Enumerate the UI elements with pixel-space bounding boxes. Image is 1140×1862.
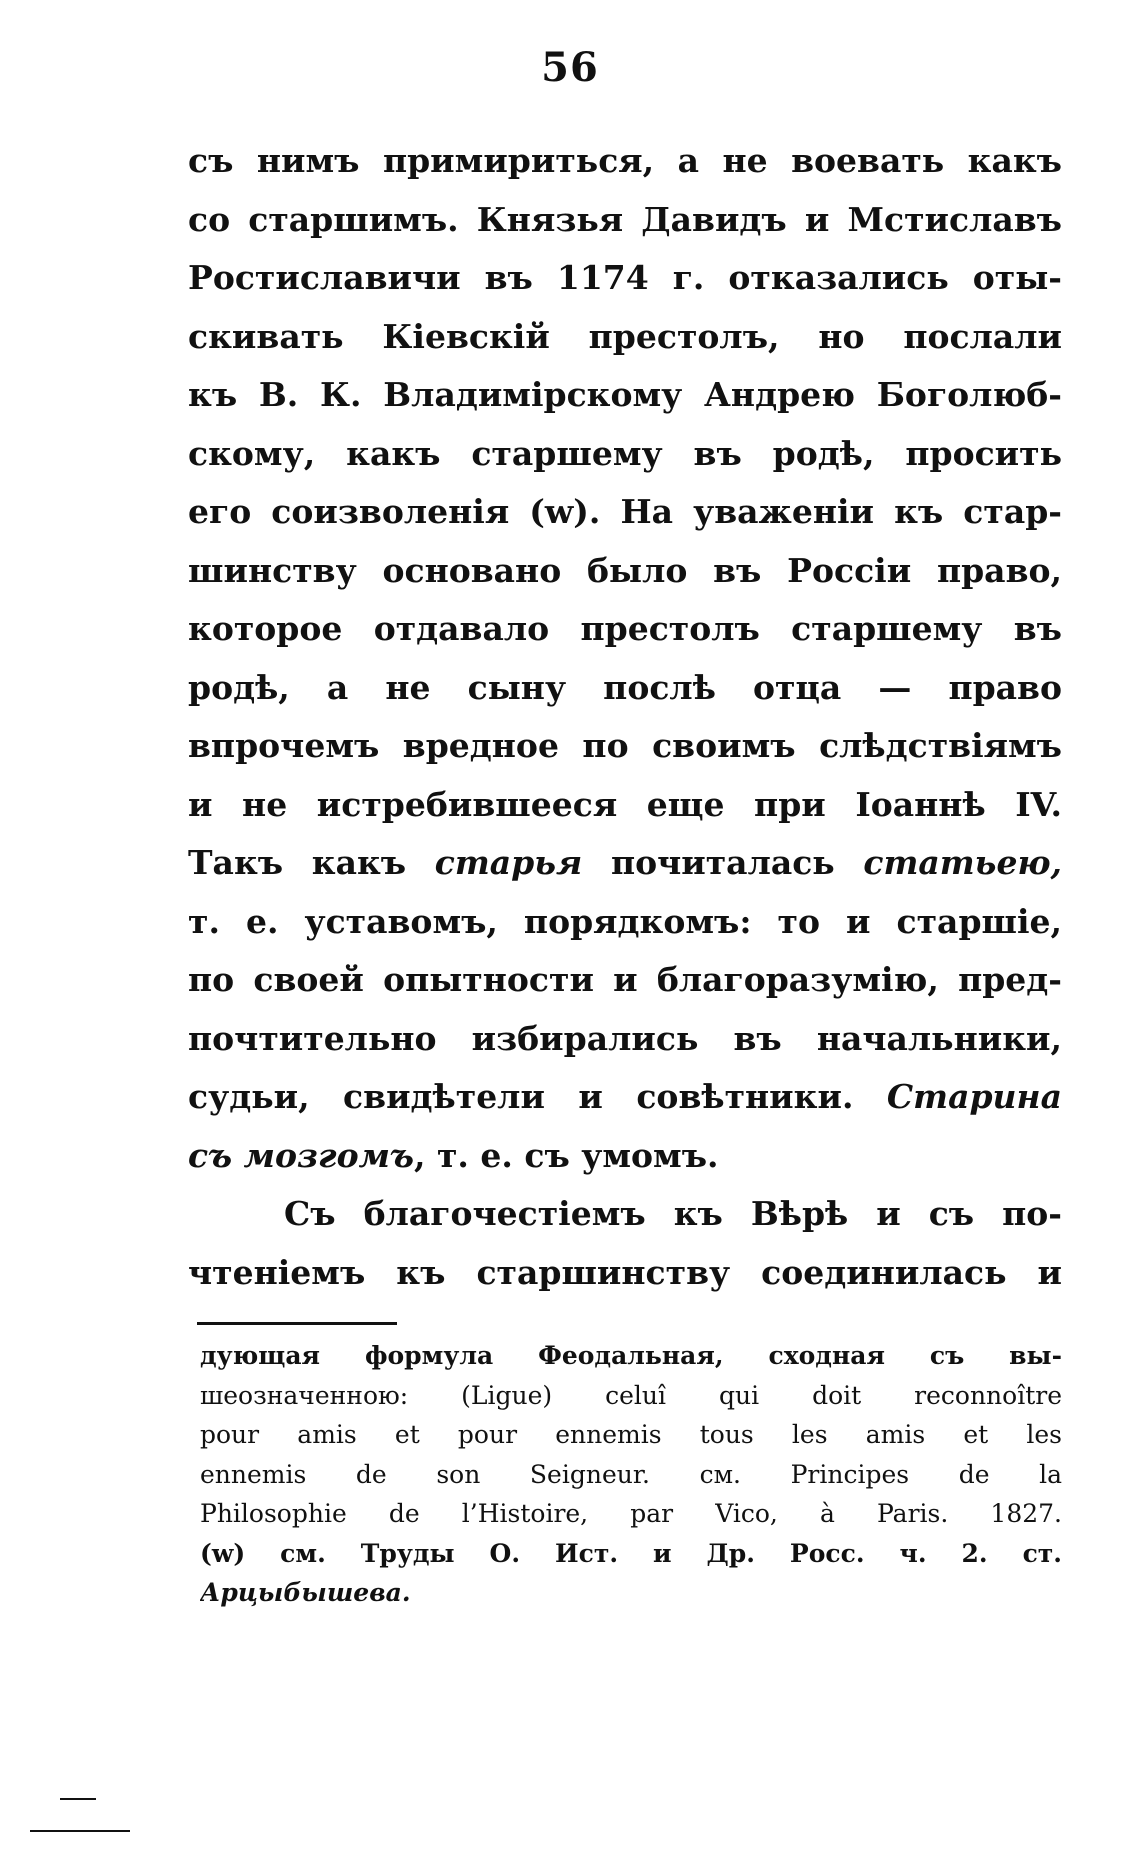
- italic-word: статьею,: [863, 843, 1062, 882]
- scan-margin-mark: [30, 1830, 130, 1832]
- footnote-line: Арцыбышева.: [200, 1578, 411, 1607]
- footnote-line: pour amis et pour ennemis tous les amis et les: [200, 1420, 1062, 1449]
- body-line: родѣ, а не сыну послѣ отца — право: [188, 667, 1062, 707]
- footnote-line: ennemis de son Seigneur. см. Principes de la: [200, 1459, 1062, 1489]
- body-line: со старшимъ. Князья Давидъ и Мстиславъ: [188, 199, 1062, 239]
- paragraph-start-line: Съ благочестіемъ къ Вѣрѣ и съ по-: [284, 1194, 1062, 1233]
- footnote-line: Philosophie de l’Histoire, par Vico, à Paris. 1827.: [200, 1499, 1062, 1528]
- footnote-line: дующая формула Феодальная, сходная съ вы-: [200, 1341, 1062, 1370]
- body-line: т. е. уставомъ, порядкомъ: то и старшіе,: [188, 901, 1062, 941]
- body-line: и не истребившееся еще при Іоаннѣ IV.: [188, 784, 1062, 824]
- text-run: почиталась: [582, 843, 864, 882]
- footnote-line: шеозначенною: (Ligue) celuî qui doit reconnoître: [200, 1380, 1062, 1410]
- body-line: его соизволенія (w). На уваженіи къ стар-: [188, 492, 1062, 531]
- body-line: [188, 1127, 1062, 1186]
- italic-word: Старина: [886, 1077, 1062, 1116]
- footnote-separator: [197, 1322, 397, 1325]
- body-line: Ростиславичи въ 1174 г. отказались оты-: [188, 258, 1062, 297]
- italic-phrase: съ мозгомъ: [188, 1135, 414, 1175]
- body-line: почтительно избирались въ начальники,: [188, 1018, 1062, 1058]
- body-line: къ В. К. Владимірскому Андрею Боголюб-: [188, 375, 1062, 414]
- body-line: [188, 834, 1062, 893]
- text-run: судьи, свидѣтели и совѣтники.: [188, 1077, 887, 1116]
- footnotes: [200, 1336, 1062, 1613]
- body-line: [188, 1068, 1062, 1127]
- body-line: шинству основано было въ Россіи право,: [188, 550, 1062, 590]
- body-line: которое отдавало престолъ старшему въ: [188, 609, 1062, 648]
- footnote-line: (w) см. Труды О. Ист. и Др. Росс. ч. 2. ст.: [200, 1538, 1062, 1568]
- italic-word: старья: [434, 843, 583, 882]
- page-number: 56: [541, 44, 599, 91]
- body-line: по своей опытности и благоразумію, пред-: [188, 960, 1062, 999]
- body-line: чтеніемъ къ старшинству соединилась и: [188, 1252, 1062, 1292]
- scan-margin-mark: [60, 1798, 96, 1800]
- body-line: впрочемъ вредное по своимъ слѣдствіямъ: [188, 726, 1062, 765]
- body-line: скому, какъ старшему въ родѣ, просить: [188, 433, 1062, 473]
- text-run: Такъ какъ: [188, 843, 435, 882]
- body-line: съ нимъ примириться, а не воевать какъ: [188, 141, 1062, 180]
- text-run: , т. е. съ умомъ.: [413, 1135, 719, 1175]
- body-line: скивать Кіевскій престолъ, но послали: [188, 316, 1062, 356]
- body-text: [188, 132, 1062, 1302]
